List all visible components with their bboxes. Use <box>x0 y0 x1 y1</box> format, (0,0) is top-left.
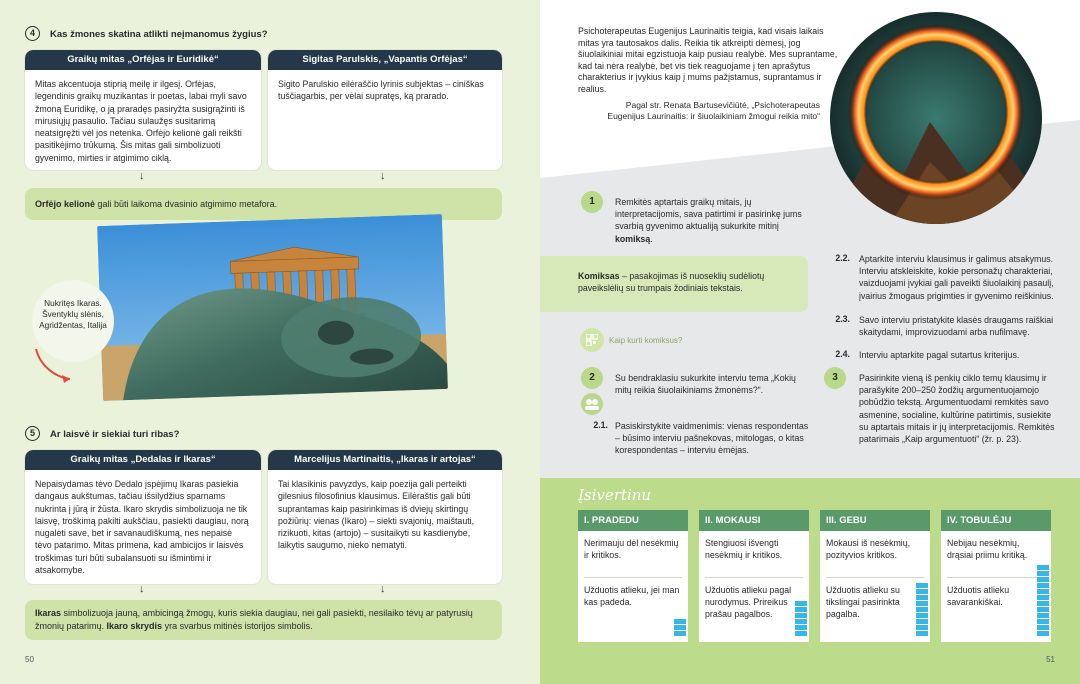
question-4-title: Kas žmones skatina atlikti neįmanomus žygius? <box>50 29 268 40</box>
band-text: gali būti laikoma dvasinio atgimimo metafora. <box>95 198 278 209</box>
eval-level-name: I. PRADEDU <box>578 510 688 531</box>
task-1-bold: komiksą <box>615 233 651 244</box>
eval-level-3 <box>820 510 930 642</box>
eval-attitude: Nebijau nesėkmių, drąsiai priimu kritiką. <box>947 538 1028 560</box>
card-text: Mitas akcentuoja stiprią meilę ir ilgesį. Orfėjas, legendinis graikų muzikantas ir poetas, labai myli savo žmoną Euridikę, o ją praradęs pasiryžta susigrąžinti iš mirusiųjų pasaulio. Tačiau sulaužęs susitarimą neatsigręžti vėl jos netenka. Orfėjo kelionė gali reikšti pasitikėjimo trūkumą. Šis mitas gali simbolizuoti gyvenimo, mirties ir atgimimo ciklą. <box>35 79 247 163</box>
level-bars <box>1037 565 1049 636</box>
level-bar <box>916 595 928 600</box>
level-bar <box>674 625 686 630</box>
level-bar <box>1037 589 1049 594</box>
level-bar <box>916 613 928 618</box>
subtask-2-1-label: 2.1. <box>593 420 608 430</box>
fallen-icarus-image <box>97 214 448 401</box>
fiery-ring-illustration <box>830 12 1042 224</box>
page-number: 51 <box>1046 655 1055 664</box>
card-text: Sigito Parulskio eilėraščio lyrinis subjektas – ciniškas tuščiagarbis, per vėlai supratęs, ką prarado. <box>278 79 484 102</box>
question-4-number: 4 <box>25 26 40 41</box>
self-evaluation-title: Įsivertinu <box>578 486 652 504</box>
martinaitis-poem-card <box>268 450 502 584</box>
subtask-2-1-text: Pasiskirstykite vaidmenimis: vienas respondentas – būsimo interviu pašnekovas, mitologas, o kitas korespondentas – interviu ėmėjas. <box>615 421 809 456</box>
level-bar <box>1037 619 1049 624</box>
task-1-text <box>615 196 815 245</box>
eval-independence: Užduotis atlieku, jei man kas padeda. <box>584 585 680 607</box>
qr-link-label[interactable]: Kaip kurti komiksus? <box>609 336 683 345</box>
level-bar <box>795 607 807 612</box>
quote-source: Pagal str. Renata Bartusevičiūtė, „Psichoterapeutas Eugenijus Laurinaitis: ir šiuolaikiniam žmogui reikia mito“ <box>607 100 820 122</box>
card-heading: Graikų mitas „Dedalas ir Ikaras“ <box>25 450 261 470</box>
definition-term: Komiksas <box>578 271 620 281</box>
band-bold-term: Ikaras <box>35 608 62 618</box>
level-bars <box>916 583 928 636</box>
card-heading: Sigitas Parulskis, „Vapantis Orfėjas“ <box>268 50 502 70</box>
eval-independence: Užduotis atlieku savarankiškai. <box>947 585 1010 607</box>
eval-level-2 <box>699 510 809 642</box>
eval-attitude: Nerimauju dėl nesėkmių ir kritikos. <box>584 538 679 560</box>
eval-level-name: II. MOKAUSI <box>699 510 809 531</box>
curved-arrow-icon <box>30 345 74 385</box>
level-bar <box>795 625 807 630</box>
level-bar <box>795 619 807 624</box>
pair-work-icon <box>581 393 603 415</box>
question-5-number: 5 <box>25 426 40 441</box>
orpheus-myth-card <box>25 50 261 170</box>
level-bar <box>1037 595 1049 600</box>
subtask-2-3-label: 2.3. <box>835 314 850 324</box>
eval-level-4 <box>941 510 1051 642</box>
level-bars <box>795 601 807 636</box>
fallen-icarus-photo <box>97 214 448 401</box>
task-1-number: 1 <box>581 191 603 213</box>
level-bar <box>1037 607 1049 612</box>
right-page <box>540 0 1080 684</box>
icarus-myth-card <box>25 450 261 584</box>
level-bar <box>795 601 807 606</box>
level-bar <box>674 619 686 624</box>
level-bar <box>1037 577 1049 582</box>
down-arrow-icon: ↓ <box>139 170 145 182</box>
definition-text: – pasakojimas iš nuoseklių sudėliotų paveikslėlių su trumpais žodiniais tekstais. <box>578 271 765 294</box>
level-bar <box>1037 583 1049 588</box>
icarus-summary-band <box>25 600 502 640</box>
task-2-number: 2 <box>581 367 603 389</box>
level-bar <box>916 583 928 588</box>
level-bar <box>1037 631 1049 636</box>
fiery-ring-image <box>830 12 1042 224</box>
level-bar <box>674 631 686 636</box>
eval-attitude: Stengiuosi išvengti nesėkmių ir kritikos. <box>705 538 783 560</box>
card-text: Nepaisydamas tėvo Dedalo įspėjimų Ikaras pasiekia dangaus aukštumas, tačiau išsilydžius sparnams nukrinta į jūrą ir žūsta. Ikaro skrydis simbolizuoja ne tik laisvę, troškimą pakilti aukščiau, pasiekti daugiau, norą nugalėti save, bet ir savanaudiškumą, nes nepaisė tėvo patarimo. Mitas primena, kad ambicijos ir laisvės troškimas turi būti subalansuoti su išmintimi ir atsakomybe. <box>35 479 249 576</box>
level-bars <box>674 619 686 636</box>
task-1-body: Remkitės aptartais graikų mitais, jų interpretacijomis, sava patirtimi ir pasirinkę jums svarbią gyvenimo aktualiją sukurkite mitinį <box>615 197 802 232</box>
level-bar <box>1037 625 1049 630</box>
level-bar <box>916 607 928 612</box>
band-bold-term: Orfėjo kelionė <box>35 198 96 209</box>
subtask-2-4-text: Interviu aptarkite pagal sutartus kriterijus. <box>859 350 1020 360</box>
card-heading: Marcelijus Martinaitis, „Ikaras ir artojas“ <box>268 450 502 470</box>
parulskis-poem-card <box>268 50 502 170</box>
eval-level-1 <box>578 510 688 642</box>
subtask-2-2-text: Aptarkite interviu klausimus ir galimus atsakymus. Interviu atskleiskite, kokie personažų charakteriai, vaizduojami įvykiai gali paveikti šiuolaikinį pasaulį, įvairius žmogaus prigimties ir gyvenimo reiškinius. <box>859 254 1054 301</box>
subtask-2-2-label: 2.2. <box>835 253 850 263</box>
subtask-2-3-text: Savo interviu pristatykite klasės draugams raiškiai skaitydami, improvizuodami arba nufilmavę. <box>859 315 1054 338</box>
level-bar <box>916 631 928 636</box>
task-1-end: . <box>650 233 653 244</box>
eval-level-name: IV. TOBULĖJU <box>941 510 1051 531</box>
band-text: yra svarbus mitinės istorijos simbolis. <box>162 621 313 631</box>
band-bold-term: Ikaro skrydis <box>106 621 163 631</box>
eval-attitude: Mokausi iš nesėkmių, pozityvios kritikos. <box>826 538 911 560</box>
qr-code-icon[interactable] <box>580 328 604 352</box>
card-heading: Graikų mitas „Orfėjas ir Euridikė“ <box>25 50 261 70</box>
eval-independence: Užduotis atlieku pagal nurodymus. Prireikus prašau pagalbos. <box>705 585 792 619</box>
level-bar <box>916 625 928 630</box>
eval-independence: Užduotis atlieku su tikslingai pasirinkta pagalba. <box>826 585 900 619</box>
expert-quote: Psichoterapeutas Eugenijus Laurinaitis teigia, kad visais laikais mitas yra tautosakos dalis. Reikia tik atkreipti dėmesį, jog šiuolaikiniai mitai egzistuoja kaip pusiau realybė. Mes suprantame, kad tai nėra realybė, bet vis tiek reaguojame į ten aprašytus charakterius ir įvykius kaip į mums pažįstamus, suprantamus ir realius. <box>578 26 838 94</box>
level-bar <box>795 631 807 636</box>
level-bar <box>1037 613 1049 618</box>
eval-level-name: III. GEBU <box>820 510 930 531</box>
subtask-2-4-label: 2.4. <box>835 349 850 359</box>
task-3-text: Pasirinkite vieną iš penkių ciklo temų klausimų ir parašykite 200–250 žodžių argumentuojamojo pobūdžio tekstą. Argumentuodami remkitės savo asmenine, socialine, kultūrine patirtimis, susiekite su aptartais mitais ir jų interpretacijomis. Remkitės patarimais „Kaip argumentuoti“ (žr. p. 23). <box>859 373 1055 445</box>
task-2-text: Su bendraklasiu sukurkite interviu tema „Kokių mitų reikia šiuolaikiniams žmonėms?“. <box>615 373 796 396</box>
level-bar <box>916 589 928 594</box>
down-arrow-icon: ↓ <box>380 170 386 182</box>
down-arrow-icon: ↓ <box>380 583 386 595</box>
task-3-number: 3 <box>824 367 846 389</box>
page-number: 50 <box>25 655 34 664</box>
card-text: Tai klasikinis pavyzdys, kaip poezija gali perteikti gilesnius filosofinius klausimus. Eilėraštis gali būti suprantamas kaip pasirinkimas iš dviejų skirtingų požiūrių: vienas (Ikaro) – siekti svajonių, maištauti, rizikuoti, kitas (artojo) – susitaikyti su kasdienybe, laikytis saugumo, nieko nematyti. <box>278 479 475 551</box>
level-bar <box>1037 571 1049 576</box>
question-5-title: Ar laisvė ir siekiai turi ribas? <box>50 429 180 440</box>
comic-definition <box>540 256 808 312</box>
level-bar <box>795 613 807 618</box>
level-bar <box>1037 565 1049 570</box>
level-bar <box>916 601 928 606</box>
level-bar <box>1037 601 1049 606</box>
photo-caption: Nukritęs Ikaras. Šventyklų slėnis, Agridžentas, Italija <box>32 280 114 362</box>
level-bar <box>916 619 928 624</box>
down-arrow-icon: ↓ <box>139 583 145 595</box>
band-text: simbolizuoja jauną, ambicingą žmogų, kuris siekia daugiau, nei gali pasiekti, nesilaiko tėvų ar patyrusių žmonių patarimų. <box>35 608 473 631</box>
